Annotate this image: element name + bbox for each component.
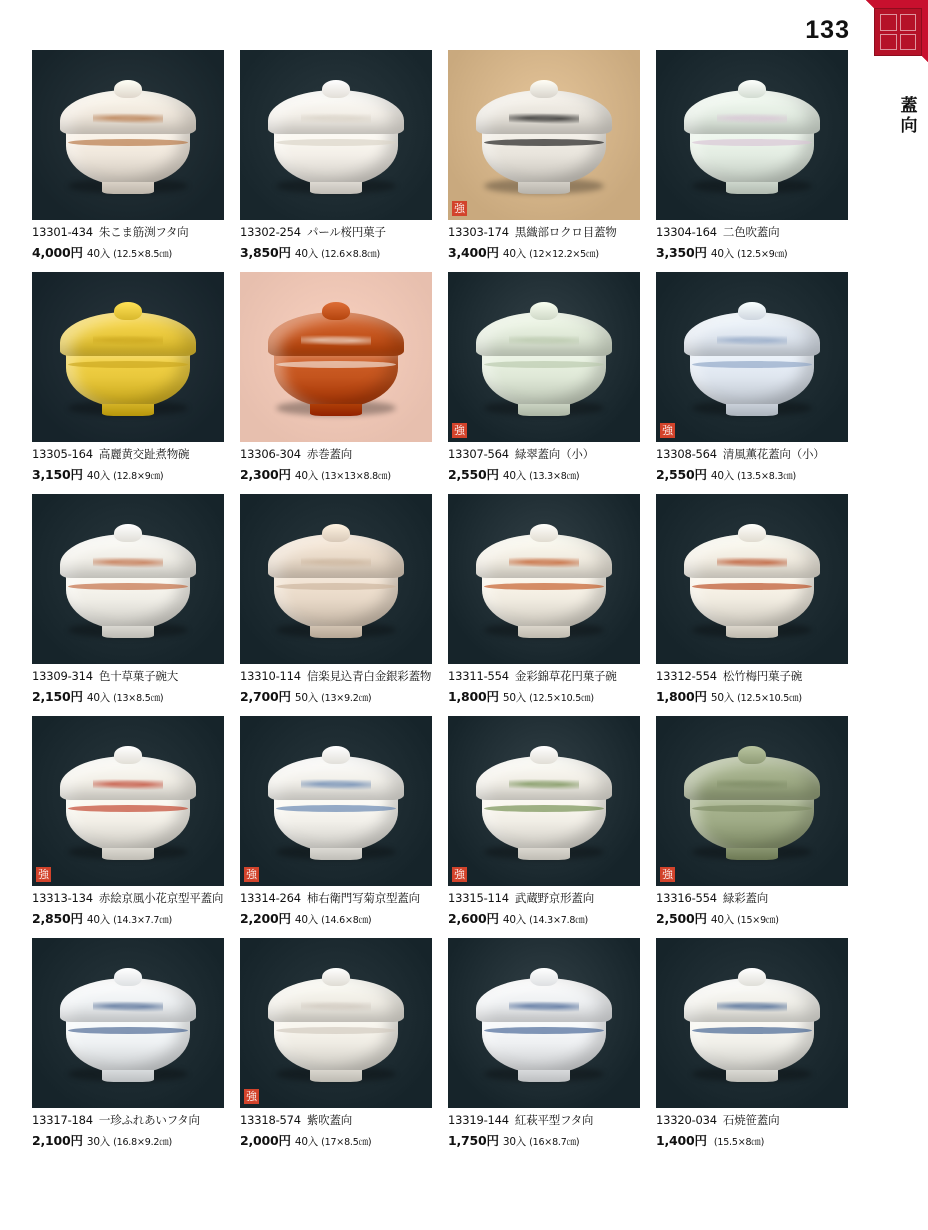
product-name: 柿右衛門写菊京型蓋向 xyxy=(306,891,420,905)
product-size: (14.3×7.8㎝) xyxy=(529,915,589,926)
strong-badge: 強 xyxy=(246,868,257,881)
strong-badge: 強 xyxy=(246,1090,257,1103)
caption-price-line xyxy=(240,908,432,927)
product-name: 金彩錦草花円菓子碗 xyxy=(514,669,617,683)
product-caption xyxy=(240,442,432,483)
product-price: 1,750円 xyxy=(448,1133,499,1148)
product-quantity: 50入 xyxy=(710,692,735,704)
product-price: 1,800円 xyxy=(448,689,499,704)
product-code: 13303-174 xyxy=(448,225,509,239)
product-cell[interactable] xyxy=(448,272,640,483)
strong-badge: 強 xyxy=(38,868,49,881)
product-price: 2,100円 xyxy=(32,1133,83,1148)
product-price: 3,150円 xyxy=(32,467,83,482)
product-name: 一珍ふれあいフタ向 xyxy=(98,1113,200,1127)
product-name: 紫吹蓋向 xyxy=(306,1113,353,1127)
caption-code-name xyxy=(656,224,848,240)
product-size: (12.5×10.5㎝) xyxy=(529,693,594,704)
product-quantity: 40入 xyxy=(710,470,735,482)
product-caption xyxy=(656,886,848,927)
product-name: 信楽見込青白金銀彩蓋物 xyxy=(306,669,432,683)
product-size: (14.6×8㎝) xyxy=(321,915,372,926)
product-size: (12.5×8.5㎝) xyxy=(113,249,173,260)
product-size: (16×8.7㎝) xyxy=(529,1137,580,1148)
caption-code-name xyxy=(448,446,640,462)
product-quantity: 40入 xyxy=(86,248,111,260)
product-price: 2,850円 xyxy=(32,911,83,926)
product-photo xyxy=(656,50,848,220)
product-name: 緑彩蓋向 xyxy=(722,891,769,905)
product-name: 赤絵京風小花京型平蓋向 xyxy=(98,891,224,905)
corner-seal-icon xyxy=(874,8,922,56)
product-cell[interactable] xyxy=(656,272,848,483)
product-quantity: 40入 xyxy=(502,470,527,482)
product-cell[interactable] xyxy=(656,716,848,927)
caption-price-line xyxy=(240,242,432,261)
product-photo xyxy=(656,716,848,886)
product-size: (12.8×9㎝) xyxy=(113,471,164,482)
product-row xyxy=(32,272,856,483)
product-size: (13×8.5㎝) xyxy=(113,693,164,704)
product-caption xyxy=(448,442,640,483)
product-code: 13312-554 xyxy=(656,669,717,683)
product-name: 二色吹蓋向 xyxy=(722,225,780,239)
product-size: (14.3×7.7㎝) xyxy=(113,915,173,926)
strong-badge: 強 xyxy=(454,424,465,437)
product-code: 13319-144 xyxy=(448,1113,509,1127)
caption-price-line xyxy=(656,686,848,705)
product-photo xyxy=(448,938,640,1108)
caption-code-name xyxy=(448,668,640,684)
product-row xyxy=(32,716,856,927)
product-price: 3,400円 xyxy=(448,245,499,260)
side-tab-label xyxy=(898,96,920,136)
product-code: 13308-564 xyxy=(656,447,717,461)
product-price: 3,350円 xyxy=(656,245,707,260)
product-quantity: 50入 xyxy=(502,692,527,704)
product-price: 2,550円 xyxy=(448,467,499,482)
caption-code-name xyxy=(240,1112,432,1128)
product-photo xyxy=(656,938,848,1108)
product-price: 2,600円 xyxy=(448,911,499,926)
product-quantity: 40入 xyxy=(86,692,111,704)
product-caption xyxy=(32,886,224,927)
strong-badge: 強 xyxy=(454,868,465,881)
product-photo xyxy=(240,50,432,220)
product-cell[interactable] xyxy=(656,50,848,261)
caption-price-line xyxy=(32,242,224,261)
caption-price-line xyxy=(32,1130,224,1149)
product-quantity: 40入 xyxy=(710,914,735,926)
caption-code-name xyxy=(656,668,848,684)
product-price: 2,150円 xyxy=(32,689,83,704)
product-name: パール桜円菓子 xyxy=(306,225,386,239)
product-size: (16.8×9.2㎝) xyxy=(113,1137,173,1148)
product-row xyxy=(32,494,856,705)
product-photo xyxy=(32,716,224,886)
product-photo xyxy=(240,494,432,664)
product-size: (12.6×8.8㎝) xyxy=(321,249,381,260)
product-caption xyxy=(448,1108,640,1149)
caption-price-line xyxy=(240,1130,432,1149)
side-tab-char-2: 向 xyxy=(900,116,918,135)
caption-code-name xyxy=(32,446,224,462)
product-quantity: 40入 xyxy=(294,248,319,260)
product-code: 13316-554 xyxy=(656,891,717,905)
product-name: 紅萩平型フタ向 xyxy=(514,1113,594,1127)
product-cell[interactable] xyxy=(32,494,224,705)
product-cell[interactable] xyxy=(240,494,432,705)
product-name: 黒織部ロクロ目蓋物 xyxy=(514,225,617,239)
product-size: (12.5×9㎝) xyxy=(737,249,788,260)
caption-code-name xyxy=(656,446,848,462)
product-name: 松竹梅円菓子碗 xyxy=(722,669,802,683)
product-size: (13×9.2㎝) xyxy=(321,693,372,704)
product-quantity: 30入 xyxy=(86,1136,111,1148)
product-cell[interactable] xyxy=(32,272,224,483)
caption-price-line xyxy=(448,464,640,483)
caption-code-name xyxy=(448,224,640,240)
product-code: 13311-554 xyxy=(448,669,509,683)
product-code: 13310-114 xyxy=(240,669,301,683)
product-caption xyxy=(240,664,432,705)
product-cell[interactable] xyxy=(448,50,640,261)
product-photo xyxy=(32,494,224,664)
product-quantity: 40入 xyxy=(710,248,735,260)
product-price: 2,300円 xyxy=(240,467,291,482)
product-code: 13302-254 xyxy=(240,225,301,239)
caption-code-name xyxy=(656,890,848,906)
product-price: 2,550円 xyxy=(656,467,707,482)
product-code: 13306-304 xyxy=(240,447,301,461)
product-caption xyxy=(240,1108,432,1149)
product-price: 2,700円 xyxy=(240,689,291,704)
caption-price-line xyxy=(656,908,848,927)
product-code: 13314-264 xyxy=(240,891,301,905)
product-photo xyxy=(240,938,432,1108)
product-row xyxy=(32,938,856,1149)
product-cell[interactable] xyxy=(32,716,224,927)
product-caption xyxy=(240,220,432,261)
product-photo xyxy=(448,50,640,220)
strong-badge: 強 xyxy=(454,202,465,215)
product-code: 13307-564 xyxy=(448,447,509,461)
product-size: (15.5×8㎝) xyxy=(713,1137,765,1148)
product-size: (12.5×10.5㎝) xyxy=(737,693,802,704)
caption-code-name xyxy=(240,446,432,462)
caption-price-line xyxy=(32,686,224,705)
product-cell[interactable] xyxy=(240,938,432,1149)
product-code: 13317-184 xyxy=(32,1113,93,1127)
product-code: 13315-114 xyxy=(448,891,509,905)
caption-price-line xyxy=(656,1130,848,1149)
product-price: 3,850円 xyxy=(240,245,291,260)
product-code: 13309-314 xyxy=(32,669,93,683)
product-name: 石焼笹蓋向 xyxy=(722,1113,780,1127)
product-code: 13304-164 xyxy=(656,225,717,239)
caption-code-name xyxy=(656,1112,848,1128)
product-photo xyxy=(656,494,848,664)
product-quantity: 50入 xyxy=(294,692,319,704)
product-caption xyxy=(448,220,640,261)
caption-code-name xyxy=(32,1112,224,1128)
product-name: 赤巻蓋向 xyxy=(306,447,353,461)
product-caption xyxy=(656,220,848,261)
product-price: 4,000円 xyxy=(32,245,83,260)
product-price: 2,000円 xyxy=(240,1133,291,1148)
product-cell[interactable] xyxy=(448,494,640,705)
product-price: 2,200円 xyxy=(240,911,291,926)
product-size: (13.3×8㎝) xyxy=(529,471,580,482)
product-price: 1,400円 xyxy=(656,1133,707,1148)
product-quantity: 40入 xyxy=(502,914,527,926)
caption-code-name xyxy=(448,890,640,906)
product-name: 緑翠蓋向（小） xyxy=(514,447,594,461)
product-caption xyxy=(32,1108,224,1149)
product-caption xyxy=(656,664,848,705)
caption-price-line xyxy=(656,464,848,483)
product-size: (13.5×8.3㎝) xyxy=(737,471,797,482)
page-number: 133 xyxy=(805,16,850,44)
product-caption xyxy=(32,220,224,261)
caption-price-line xyxy=(32,464,224,483)
product-cell[interactable] xyxy=(656,494,848,705)
caption-code-name xyxy=(448,1112,640,1128)
product-quantity: 40入 xyxy=(502,248,527,260)
product-cell[interactable] xyxy=(32,50,224,261)
product-size: (17×8.5㎝) xyxy=(321,1137,372,1148)
caption-price-line xyxy=(32,908,224,927)
strong-badge: 強 xyxy=(662,868,673,881)
product-quantity: 40入 xyxy=(86,470,111,482)
product-name: 高麗黄交趾煮物碗 xyxy=(98,447,190,461)
product-name: 清風薫花蓋向（小） xyxy=(722,447,825,461)
caption-code-name xyxy=(240,668,432,684)
product-quantity: 40入 xyxy=(294,470,319,482)
product-quantity: 40入 xyxy=(294,1136,319,1148)
product-code: 13320-034 xyxy=(656,1113,717,1127)
product-price: 2,500円 xyxy=(656,911,707,926)
caption-code-name xyxy=(240,224,432,240)
product-cell[interactable] xyxy=(240,716,432,927)
product-size: (13×13×8.8㎝) xyxy=(321,471,391,482)
product-caption xyxy=(448,886,640,927)
product-code: 13318-574 xyxy=(240,1113,301,1127)
product-code: 13301-434 xyxy=(32,225,93,239)
product-cell[interactable] xyxy=(240,272,432,483)
product-cell[interactable] xyxy=(656,938,848,1149)
product-photo xyxy=(656,272,848,442)
product-row xyxy=(32,50,856,261)
product-price: 1,800円 xyxy=(656,689,707,704)
product-cell[interactable] xyxy=(448,938,640,1149)
product-size: (15×9㎝) xyxy=(737,915,779,926)
caption-price-line xyxy=(656,242,848,261)
product-grid xyxy=(32,50,856,1160)
product-photo xyxy=(448,716,640,886)
product-name: 色十草菓子碗大 xyxy=(98,669,178,683)
product-caption xyxy=(32,442,224,483)
product-cell[interactable] xyxy=(240,50,432,261)
caption-code-name xyxy=(240,890,432,906)
caption-price-line xyxy=(448,908,640,927)
product-quantity: 40入 xyxy=(86,914,111,926)
product-caption xyxy=(656,1108,848,1149)
product-photo xyxy=(448,272,640,442)
product-name: 朱こま筋渕フタ向 xyxy=(98,225,189,239)
caption-price-line xyxy=(240,686,432,705)
caption-code-name xyxy=(32,224,224,240)
side-tab-char-1: 蓋 xyxy=(900,96,918,115)
product-caption xyxy=(448,664,640,705)
product-photo xyxy=(32,272,224,442)
caption-price-line xyxy=(448,686,640,705)
caption-price-line xyxy=(448,242,640,261)
product-quantity: 30入 xyxy=(502,1136,527,1148)
product-quantity: 40入 xyxy=(294,914,319,926)
product-photo xyxy=(240,272,432,442)
strong-badge: 強 xyxy=(662,424,673,437)
caption-code-name xyxy=(32,890,224,906)
product-cell[interactable] xyxy=(32,938,224,1149)
product-photo xyxy=(240,716,432,886)
product-name: 武蔵野京形蓋向 xyxy=(514,891,594,905)
caption-code-name xyxy=(32,668,224,684)
product-size: (12×12.2×5㎝) xyxy=(529,249,599,260)
product-photo xyxy=(32,938,224,1108)
product-photo xyxy=(448,494,640,664)
product-caption xyxy=(240,886,432,927)
product-cell[interactable] xyxy=(448,716,640,927)
product-code: 13313-134 xyxy=(32,891,93,905)
product-code: 13305-164 xyxy=(32,447,93,461)
product-caption xyxy=(32,664,224,705)
caption-price-line xyxy=(448,1130,640,1149)
product-caption xyxy=(656,442,848,483)
product-photo xyxy=(32,50,224,220)
caption-price-line xyxy=(240,464,432,483)
